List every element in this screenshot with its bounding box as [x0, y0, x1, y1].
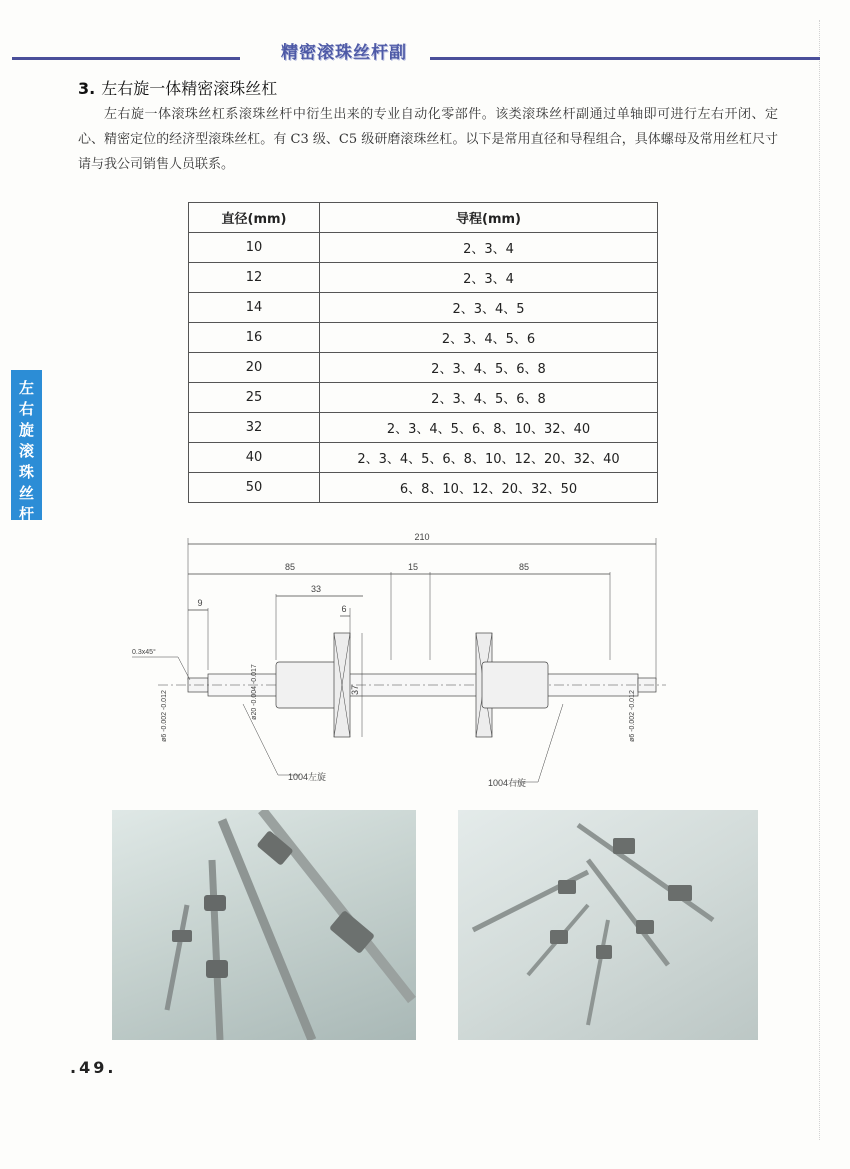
- ballnut: [613, 838, 635, 854]
- dimension-end: 9: [197, 598, 203, 608]
- table-cell-lead: 2、3、4、5: [320, 293, 658, 323]
- page-number: .49.: [70, 1058, 117, 1077]
- section-title-text: 左右旋一体精密滚珠丝杠: [101, 79, 278, 98]
- screw-rod: [212, 860, 220, 1040]
- side-tab-char: 丝: [18, 484, 34, 502]
- side-tab-char: 右: [18, 400, 34, 418]
- nut-right: [482, 662, 548, 708]
- dimension-mid: 15: [407, 562, 419, 572]
- dimension-left: 85: [284, 562, 296, 572]
- nut-diameter: ø20 -0.004 -0.017: [251, 664, 258, 720]
- table-cell-diameter: 40: [189, 443, 320, 473]
- ballnut: [558, 880, 576, 894]
- table-cell-diameter: 14: [189, 293, 320, 323]
- ballnut: [668, 885, 692, 901]
- callout-leader-right: [513, 704, 563, 782]
- table-cell-lead: 2、3、4、5、6、8、10、32、40: [320, 413, 658, 443]
- ballnut: [206, 960, 228, 978]
- table-row: [189, 413, 658, 443]
- side-tab: [11, 370, 42, 523]
- header-rule-left: [12, 57, 240, 60]
- table-cell-diameter: 32: [189, 413, 320, 443]
- dimension-flange: 6: [341, 604, 347, 614]
- table-row: [189, 473, 658, 503]
- page-header: [12, 38, 820, 68]
- table-row: [189, 293, 658, 323]
- ballnut: [596, 945, 612, 959]
- technical-drawing: [118, 520, 678, 800]
- intro-paragraph: 左右旋一体滚珠丝杠系滚珠丝杆中衍生出来的专业自动化零部件。该类滚珠丝杆副通过单轴即可进行左右开闭、定心、精密定位的经济型滚珠丝杠。有 C3 级、C5 级研磨滚珠丝杠。以下是常用直径和导程组合，具体螺母及常用丝杠尺寸请与我公司销售人员联系。: [78, 107, 778, 172]
- table-cell-diameter: 10: [189, 233, 320, 263]
- table-row: [189, 263, 658, 293]
- ballscrew-photo-1: [112, 810, 416, 1040]
- table-header-diameter: 直径(mm): [189, 203, 320, 233]
- table-cell-lead: 2、3、4、5、6、8、10、12、20、32、40: [320, 443, 658, 473]
- section-number: 3.: [78, 79, 96, 98]
- screw-rod: [167, 905, 187, 1010]
- table-row: [189, 443, 658, 473]
- side-tab-char: 滚: [18, 442, 34, 460]
- ballnut: [172, 930, 192, 942]
- table-cell-diameter: 50: [189, 473, 320, 503]
- screw-rod: [588, 920, 608, 1025]
- product-photo-2: [458, 810, 758, 1040]
- table-cell-diameter: 25: [189, 383, 320, 413]
- side-tab-char: 旋: [18, 421, 34, 439]
- side-tab-char: 杆: [18, 505, 34, 523]
- table-cell-lead: 2、3、4: [320, 263, 658, 293]
- section-intro: [78, 102, 778, 177]
- header-title: 精密滚珠丝杆副: [281, 43, 407, 63]
- ballnut: [204, 895, 226, 911]
- table-cell-diameter: 20: [189, 353, 320, 383]
- scan-edge: [819, 20, 834, 1140]
- header-rule-right: [430, 57, 820, 60]
- table-row: [189, 353, 658, 383]
- table-cell-lead: 2、3、4: [320, 233, 658, 263]
- table-cell-diameter: 16: [189, 323, 320, 353]
- table-cell-lead: 2、3、4、5、6、8: [320, 353, 658, 383]
- ballnut: [636, 920, 654, 934]
- table-row: [189, 233, 658, 263]
- table-header-lead: 导程(mm): [320, 203, 658, 233]
- shaft-diameter-right: ø6 -0.002 -0.012: [629, 690, 636, 742]
- dimension-right: 85: [518, 562, 530, 572]
- table-cell-lead: 2、3、4、5、6、8: [320, 383, 658, 413]
- dimension-nut: 33: [310, 584, 322, 594]
- flange-height: 37: [350, 684, 360, 696]
- ballscrew-photo-2: [458, 810, 758, 1040]
- dimension-total: 210: [414, 532, 430, 542]
- section-title: [78, 76, 277, 99]
- product-photo-1: [112, 810, 416, 1040]
- side-tab-char: 左: [18, 379, 34, 397]
- table-cell-diameter: 12: [189, 263, 320, 293]
- diameter-lead-table: [188, 202, 658, 503]
- callout-left: 1004左旋: [288, 772, 327, 782]
- ballnut: [550, 930, 568, 944]
- callout-right: 1004右旋: [488, 778, 527, 788]
- table-row: [189, 323, 658, 353]
- table-header-row: [189, 203, 658, 233]
- chamfer-label: 0.3x45°: [132, 649, 156, 656]
- table-cell-lead: 2、3、4、5、6: [320, 323, 658, 353]
- table-row: [189, 383, 658, 413]
- side-tab-char: 珠: [18, 463, 34, 481]
- shaft-diameter-left: ø6 -0.002 -0.012: [161, 690, 168, 742]
- table-cell-lead: 6、8、10、12、20、32、50: [320, 473, 658, 503]
